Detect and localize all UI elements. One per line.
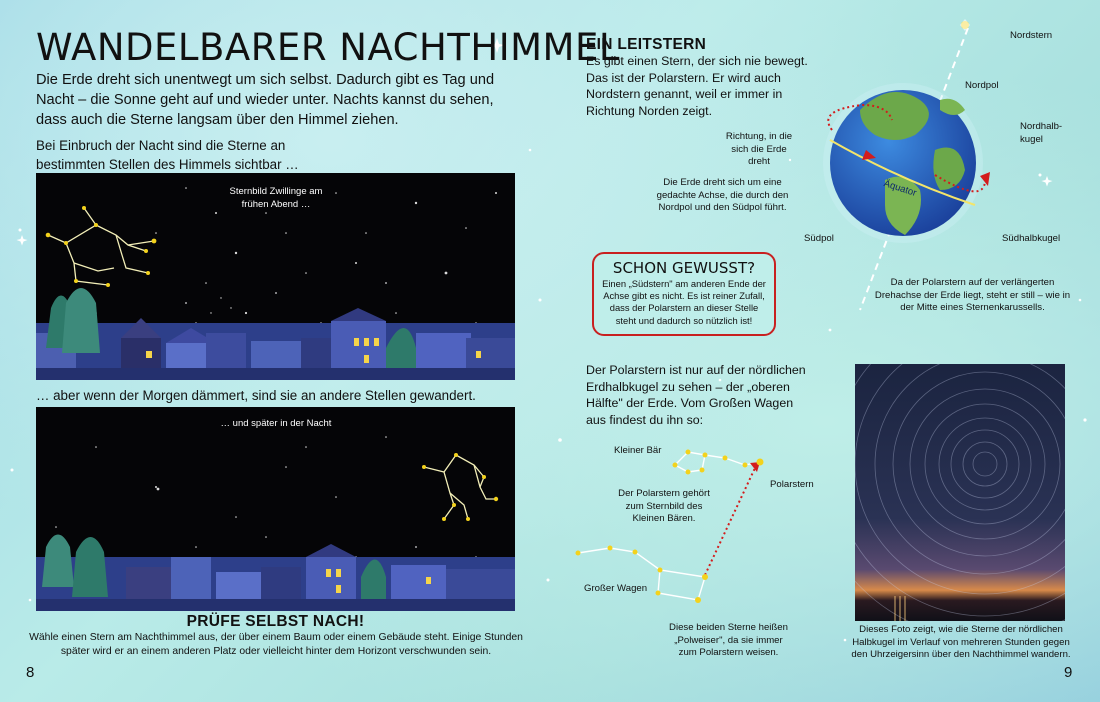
label-grosser-wagen: Großer Wagen <box>584 583 648 594</box>
page-number-right: 9 <box>1064 664 1073 681</box>
label-sternbild: Der Polarstern gehört zum Sternbild des Kleinen Bären. <box>618 488 710 524</box>
check-heading: PRÜFE SELBST NACH! <box>186 613 365 630</box>
check-text: Wähle einen Stern am Nachthimmel aus, der über einem Baum oder einem Gebäude steht. Einige Stunden später wird er an einem anderen Platz oder vielleicht hinter dem Horizont verschwunden sein. <box>29 632 523 657</box>
label-richtung: Richtung, in die sich die Erde dreht <box>725 131 793 167</box>
panel-caption-evening: Sternbild Zwillinge am frühen Abend … <box>229 186 323 210</box>
panel-caption-later: … und später in der Nacht <box>220 418 332 429</box>
fact-box-text: Einen „Südstern" am anderen Ende der Achse gibt es nicht. Es ist reiner Zufall, dass der Polarstern an dieser Stelle steht und dadurch so nützlich ist! <box>602 278 766 326</box>
morning-text: … aber wenn der Morgen dämmert, sind sie an andere Stellen gewandert. <box>36 388 476 403</box>
polarstern-finden-text: Der Polarstern ist nur auf der nördlichen Erdhalbkugel zu sehen – der „oberen Hälfte" der Erde. Vom Großen Wagen aus findest du ihn so: <box>586 363 806 427</box>
label-polarstern: Polarstern <box>770 479 814 490</box>
leitstern-heading: EIN LEITSTERN <box>586 36 707 53</box>
intro-text: Die Erde dreht sich unentwegt um sich selbst. Dadurch gibt es Tag und Nacht – die Sonne geht auf und wieder unter. Nachts kannst du sehen, dass auch die Sterne langsam über den Himmel ziehen. <box>36 72 495 128</box>
constellation-diagram <box>560 430 850 630</box>
night-sky-panel-later <box>36 407 515 611</box>
evening-text: Bei Einbruch der Nacht sind die Sterne an bestimmten Stellen des Himmels sichtbar … <box>36 138 299 172</box>
photo-caption: Dieses Foto zeigt, wie die Sterne der nördlichen Halbkugel im Verlauf von mehreren Stunden gegen den Uhrzeigersinn über den Nachthimmel wandern. <box>851 624 1071 660</box>
label-suedhalbkugel: Südhalbkugel <box>1002 233 1061 244</box>
polaris-star-icon <box>757 459 764 466</box>
fact-box-heading: SCHON GEWUSST? <box>612 259 756 277</box>
town-silhouette <box>36 288 515 380</box>
leitstern-text: Es gibt einen Stern, der sich nie bewegt. Das ist der Polarstern. Er wird auch Nordstern genannt, weil er immer in Richtung Norden zeigt. <box>586 54 808 118</box>
label-polweiser: Diese beiden Sterne heißen „Polweiser", da sie immer zum Polarstern weisen. <box>669 622 788 658</box>
label-achse: Die Erde dreht sich um eine gedachte Achse, die durch den Nordpol und den Südpol führt. <box>656 177 789 213</box>
label-aequator: Äquator <box>882 178 918 199</box>
label-karussell: Da der Polarstern auf der verlängerten Drehachse der Erde liegt, steht er still – wie in der Mitte eines Sternenkarussells. <box>874 277 1071 313</box>
label-suedpol: Südpol <box>804 233 834 244</box>
label-nordhalbkugel: Nordhalb-kugel <box>1020 121 1063 145</box>
gemini-constellation-evening <box>48 208 154 285</box>
town-silhouette-later <box>36 535 515 612</box>
fact-box <box>592 252 776 336</box>
label-nordpol: Nordpol <box>965 80 999 91</box>
later-sky-illustration <box>36 407 515 611</box>
night-sky-panel-evening <box>36 173 515 380</box>
label-nordstern: Nordstern <box>1010 30 1053 41</box>
star-trail-photo <box>855 364 1065 621</box>
label-kleiner-baer: Kleiner Bär <box>614 445 662 456</box>
gemini-constellation-later <box>424 455 496 519</box>
page-number-left: 8 <box>26 664 35 681</box>
page-title: WANDELBARER NACHTHIMMEL <box>36 26 620 69</box>
